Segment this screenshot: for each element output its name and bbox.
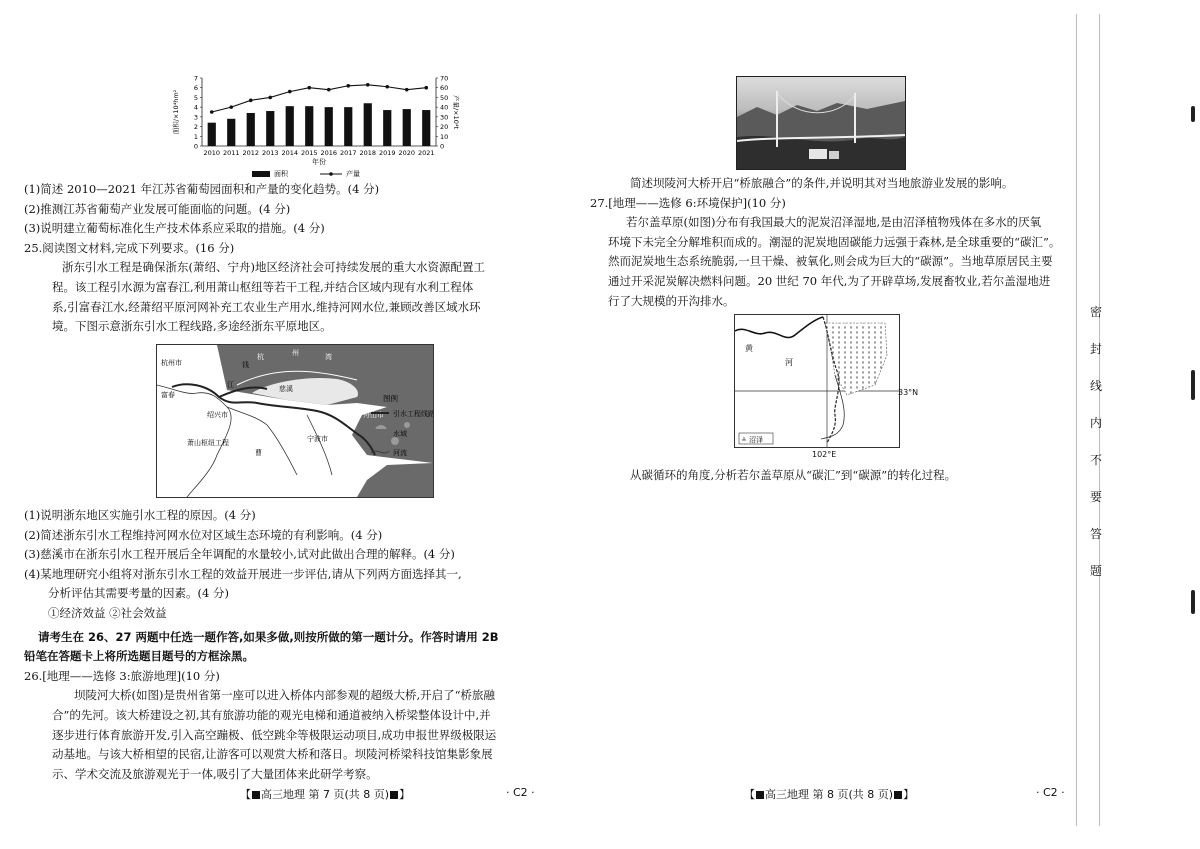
page-code-right: · C2 · bbox=[1036, 786, 1065, 799]
choose-notice: 请考生在 26、27 两题中任选一题作答,如果多做,则按所做的第一题计分。作答时请用 2B bbox=[38, 629, 499, 644]
bar-area bbox=[364, 103, 372, 146]
y-axis-label-left: 面积/×10⁴hm² bbox=[172, 89, 180, 135]
y-tick-label-left: 2 bbox=[193, 123, 198, 132]
y-tick-label-right: 70 bbox=[440, 74, 449, 83]
y-tick-label-left: 0 bbox=[193, 142, 198, 151]
point-output bbox=[288, 90, 292, 94]
x-tick-label: 2010 bbox=[203, 149, 221, 157]
legend-label-output: 产量 bbox=[346, 170, 360, 178]
binding-text bbox=[1088, 294, 1104, 590]
q24-item: (3)说明建立葡萄标准化生产技术体系应采取的措施。(4 分) bbox=[24, 221, 325, 236]
q27-title: 27.[地理——选修 6:环境保护](10 分) bbox=[590, 195, 786, 210]
y-tick-label-right: 60 bbox=[440, 84, 449, 93]
map-legend-title: 图例 bbox=[383, 394, 398, 403]
q25-item: (4)某地理研究小组将对浙东引水工程的效益开展进一步评估,请从下列两方面选择其一, bbox=[24, 566, 462, 581]
logo-icon bbox=[390, 791, 398, 799]
q25-material-line: 系,引富春江水,经萧绍平原河网补充工农业生产用水,维持河网水位,兼顾改善区域水环 bbox=[52, 299, 481, 314]
q25-item: ①经济效益 ②社会效益 bbox=[48, 605, 167, 620]
x-tick-label: 2018 bbox=[359, 149, 377, 157]
y-tick-label-right: 50 bbox=[440, 93, 449, 102]
bar-area bbox=[266, 111, 274, 146]
point-output bbox=[307, 86, 311, 90]
bar-area bbox=[208, 123, 216, 146]
q26-title: 26.[地理——选修 3:旅游地理](10 分) bbox=[24, 668, 220, 683]
x-tick-label: 2020 bbox=[398, 149, 416, 157]
q25-material-line: 浙东引水工程是确保浙东(萧绍、宁舟)地区经济社会可持续发展的重大水资源配置工 bbox=[62, 260, 485, 275]
y-tick-label-right: 30 bbox=[440, 113, 449, 122]
q25-material-line: 境。下图示意浙东引水工程线路,多途经浙东平原地区。 bbox=[52, 319, 332, 334]
page-footer-right: 【 高三地理 第 8 页(共 8 页) 】 bbox=[744, 788, 915, 801]
map-label: 绍兴市 bbox=[207, 411, 228, 419]
y-tick-label-left: 6 bbox=[193, 84, 198, 93]
q26-ask: 简述坝陵河大桥开启“桥旅融合”的条件,并说明其对当地旅游业发展的影响。 bbox=[630, 176, 1014, 190]
map-label: 河 bbox=[785, 358, 793, 367]
scan-edge-mark bbox=[1191, 370, 1195, 400]
q27-material-line: 然而泥炭地生态系统脆弱,一旦干燥、被氧化,则会成为巨大的“碳源”。当地草原居民主要 bbox=[608, 254, 1053, 269]
binding-char: 线 bbox=[1089, 379, 1102, 393]
x-tick-label: 2017 bbox=[339, 149, 357, 157]
point-output bbox=[327, 88, 331, 92]
x-tick-label: 2019 bbox=[378, 149, 396, 157]
x-tick-label: 2011 bbox=[222, 149, 240, 157]
legend-swatch-output-point bbox=[329, 172, 333, 176]
page-code-left: · C2 · bbox=[506, 786, 535, 799]
map-label: 黄 bbox=[745, 344, 753, 353]
bar-area bbox=[422, 110, 430, 146]
point-output bbox=[346, 84, 350, 88]
x-tick-label: 2021 bbox=[417, 149, 435, 157]
binding-char: 密 bbox=[1089, 305, 1102, 319]
map-legend-label: 河流 bbox=[393, 449, 407, 457]
legend-label-area: 面积 bbox=[274, 170, 288, 178]
binding-char: 答 bbox=[1089, 527, 1102, 541]
bar-area bbox=[286, 106, 294, 146]
legend-swatch-area bbox=[252, 171, 270, 177]
legend-swamp-label: 沼泽 bbox=[749, 436, 763, 444]
point-output bbox=[424, 86, 428, 90]
map-label: 杭州市 bbox=[161, 359, 182, 367]
q27-material-line: 若尔盖草原(如图)分布有我国最大的泥炭沼泽湿地,是由沼泽植物残体在多水的厌氧 bbox=[626, 215, 1042, 230]
point-output bbox=[249, 99, 253, 103]
bar-area bbox=[247, 113, 255, 146]
x-tick-label: 2015 bbox=[300, 149, 318, 157]
bridge-photo bbox=[736, 76, 906, 170]
map-label: 江 bbox=[227, 381, 234, 389]
y-tick-label-left: 1 bbox=[193, 132, 198, 141]
q24-item: (2)推测江苏省葡萄产业发展可能面临的问题。(4 分) bbox=[24, 201, 291, 216]
bar-area bbox=[383, 110, 391, 146]
bar-area bbox=[344, 107, 352, 146]
bar-area bbox=[325, 107, 333, 146]
y-tick-label-right: 0 bbox=[440, 142, 445, 151]
vineyard-chart bbox=[162, 70, 462, 188]
zhedong-water-map bbox=[156, 344, 434, 498]
x-tick-label: 2016 bbox=[320, 149, 338, 157]
q26-material-line: 示、学术交流及旅游观光于一体,吸引了大量团体来此研学考察。 bbox=[52, 766, 378, 781]
page-footer-left: 【 高三地理 第 7 页(共 8 页) 】 bbox=[240, 788, 411, 801]
map-legend-label: 水域 bbox=[393, 430, 407, 438]
point-output bbox=[366, 83, 370, 87]
map-label: 曹 bbox=[255, 449, 262, 457]
map-label: 杭 bbox=[257, 353, 264, 361]
point-output bbox=[229, 105, 233, 109]
map-label: 湾 bbox=[325, 353, 332, 361]
longitude-label: 102°E bbox=[812, 450, 837, 459]
y-tick-label-right: 10 bbox=[440, 132, 449, 141]
scan-edge-mark bbox=[1191, 590, 1195, 614]
point-output bbox=[405, 88, 409, 92]
point-output bbox=[385, 85, 389, 89]
q26-material-line: 逐步进行体育旅游开发,引入高空蹦极、低空跳伞等极限运动项目,成功申报世界级极限运 bbox=[52, 727, 497, 742]
q25-item: (2)简述浙东引水工程维持河网水位对区域生态环境的有利影响。(4 分) bbox=[24, 527, 383, 542]
q25-title: 25.阅读图文材料,完成下列要求。(16 分) bbox=[24, 240, 235, 255]
map-label: 萧山枢纽工程 bbox=[187, 439, 229, 447]
q25-item: (1)说明浙东地区实施引水工程的原因。(4 分) bbox=[24, 508, 256, 522]
choose-notice: 铅笔在答题卡上将所选题目题号的方框涂黑。 bbox=[24, 649, 254, 664]
q26-material-line: 坝陵河大桥(如图)是贵州省第一座可以进入桥体内部参观的超级大桥,开启了“桥旅融 bbox=[74, 688, 496, 703]
logo-icon bbox=[252, 791, 260, 799]
point-output bbox=[268, 96, 272, 100]
x-tick-label: 2013 bbox=[261, 149, 279, 157]
binding-char: 题 bbox=[1089, 564, 1102, 578]
q25-item: 分析评估其需要考量的因素。(4 分) bbox=[48, 586, 229, 601]
map-label: 钱 bbox=[242, 361, 249, 369]
binding-char: 内 bbox=[1089, 416, 1102, 430]
map-legend-label: 引水工程线路 bbox=[393, 410, 433, 418]
scan-edge-mark bbox=[1191, 106, 1195, 122]
x-axis-label: 年份 bbox=[312, 158, 326, 166]
y-axis-label-right: 产量/×10⁴t bbox=[452, 94, 460, 130]
y-tick-label-left: 7 bbox=[193, 74, 198, 83]
x-tick-label: 2012 bbox=[242, 149, 260, 157]
ruoergai-map bbox=[734, 314, 900, 448]
y-tick-label-left: 3 bbox=[193, 113, 198, 122]
bar-area bbox=[305, 106, 313, 146]
q27-ask: 从碳循环的角度,分析若尔盖草原从“碳汇”到“碳源”的转化过程。 bbox=[630, 468, 957, 482]
q24-item: (1)简述 2010—2021 年江苏省葡萄园面积和产量的变化趋势。(4 分) bbox=[24, 182, 380, 196]
q25-material-line: 程。该工程引水源为富春江,利用萧山枢纽等若干工程,并结合区域内现有水利工程体 bbox=[52, 279, 474, 294]
map-label: 舟山市 bbox=[363, 411, 384, 419]
y-tick-label-right: 20 bbox=[440, 123, 449, 132]
binding-char: 要 bbox=[1089, 490, 1102, 504]
y-tick-label-right: 40 bbox=[440, 103, 449, 112]
x-tick-label: 2014 bbox=[281, 149, 299, 157]
bar-area bbox=[403, 109, 411, 146]
map-label: 慈溪 bbox=[279, 385, 293, 393]
map-label: 富春 bbox=[161, 391, 175, 399]
bar-area bbox=[227, 119, 235, 146]
logo-icon bbox=[894, 791, 902, 799]
q26-material-line: 动基地。与该大桥相望的民宿,让游客可以观赏大桥和落日。坝陵河桥梁科技馆集影象展 bbox=[52, 747, 493, 762]
binding-char: 不 bbox=[1089, 453, 1102, 467]
point-output bbox=[210, 110, 214, 114]
map-label: 州 bbox=[292, 349, 299, 357]
q27-material-line: 通过开采泥炭解决燃料问题。20 世纪 70 年代,为了开辟草场,发展畜牧业,若尔盖湿地进 bbox=[608, 273, 1051, 288]
q25-item: (3)慈溪市在浙东引水工程开展后全年调配的水量较小,试对此做出合理的解释。(4 分) bbox=[24, 547, 455, 562]
q26-material-line: 合”的先河。该大桥建设之初,其有旅游功能的观光电梯和通道被纳入桥梁整体设计中,并 bbox=[52, 707, 491, 722]
y-tick-label-left: 4 bbox=[193, 103, 198, 112]
line-output bbox=[212, 85, 427, 112]
q27-material-line: 环境下未完全分解堆积而成的。潮湿的泥炭地固碳能力远强于森林,是全球重要的“碳汇”。 bbox=[608, 234, 1061, 249]
q27-material-line: 行了大规模的开沟排水。 bbox=[608, 293, 735, 308]
map-label: 宁波市 bbox=[307, 435, 328, 443]
y-tick-label-left: 5 bbox=[193, 93, 198, 102]
binding-char: 封 bbox=[1089, 342, 1102, 356]
logo-icon bbox=[756, 791, 764, 799]
latitude-label: 33°N bbox=[898, 388, 919, 397]
